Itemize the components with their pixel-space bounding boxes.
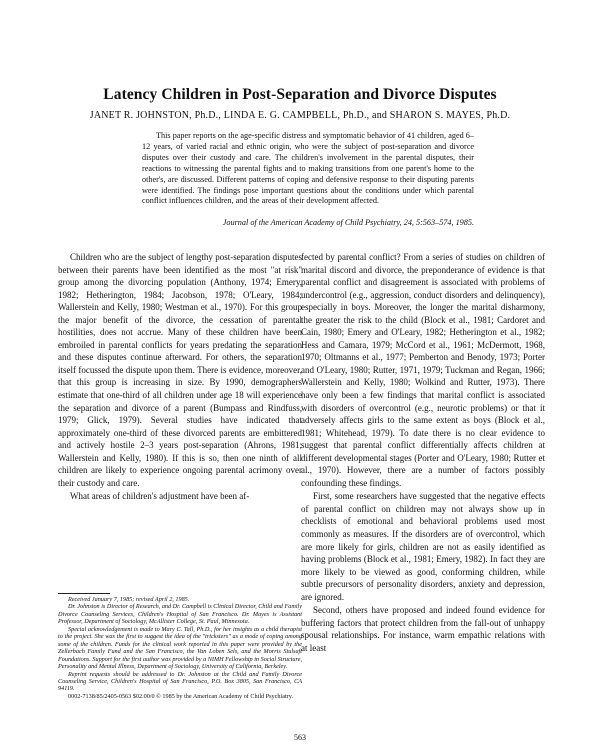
footnote-affiliations: Dr. Johnston is Director of Research, and Dr. Campbell is Clinical Director, Child and Family Divorce Counseling Services, Children's Hospital of San Francisco. Dr. Mayes is Assistant Professor, Department of Sociology, McAllister College, St. Paul, Minnesota. xyxy=(58,603,302,626)
footnotes xyxy=(58,596,302,700)
article-title: Latency Children in Post-Separation and Divorce Disputes xyxy=(103,86,497,103)
body-paragraph: Children who are the subject of lengthy post-separation disputes between their parents have been identified as the most "at risk" group among the divorcing population (Anthony, 1974; Emery, 1982; Hetherington, 1984; Jacobson, 1978; O'Leary, 1984; Wallerstein and Kelly, 1980; Westman et al., 1970). For this group the major benefit of the divorce, the cessation of parental hostilities, does not accrue. Many of these children have been embroiled in parental conflicts for years predating the separation and these disputes continue afterward. For others, the separation itself focussed the dispute upon them. There is evidence, moreover, that this group is increasing in size. By 1990, demographers estimate that one-third of all children under age 18 will experience the separation and divorce of a parent (Bumpass and Rindfuss, 1979; Glick, 1979). Several studies have indicated that approximately one-third of these divorced parents are embittered and actively hostile 2–3 years post-separation (Ahrons, 1981; Wallerstein and Kelly, 1980). If this is so, then one ninth of all children are likely to experience ongoing parental acrimony over their custody and care. xyxy=(58,252,302,488)
footnote-copyright: 0002-7138/85/2405-0563 $02.00/0 © 1985 by the American Academy of Child Psychiatry. xyxy=(68,692,293,700)
footnote-divider xyxy=(58,593,110,594)
body-paragraph: Second, others have proposed and indeed found evidence for buffering factors that protect children from the fall-out of unhappy spousal relationships. For instance, warm empathic relations with at least xyxy=(301,605,545,653)
author-line: JANET R. JOHNSTON, Ph.D., LINDA E. G. CAMPBELL, Ph.D., and SHARON S. MAYES, Ph.D. xyxy=(89,110,511,121)
body-paragraph: First, some researchers have suggested that the negative effects of parental conflict on children may not always show up in checklists of emotional and behavioral problems used most commonly as measures. If the disorders are of overcontrol, which are more likely for girls, children are not as easily identified as having problems (Block et al., 1981; Emery, 1982). In fact they are more likely to be viewed as good, conforming children, while subtle precursors of personality disorders, anxiety and depression, are ignored. xyxy=(301,491,545,602)
page-number: 563 xyxy=(294,733,306,742)
journal-citation: Journal of the American Academy of Child Psychiatry, 24, 5:563–574, 1985. xyxy=(222,218,474,227)
body-column-left xyxy=(58,251,302,503)
abstract xyxy=(142,131,474,207)
body-paragraph: What areas of children's adjustment have been af- xyxy=(70,491,250,502)
footnote-received: Received January 7, 1985; revised April 2, 1985. xyxy=(68,596,190,603)
footnote-reprints: Reprint requests should be addressed to Dr. Johnston at the Child and Family Divorce Counseling Service, Children's Hospital of San Francisco, P.O. Box 3805, San Francisco, CA 94119. xyxy=(58,670,302,693)
footnote-acknowledgement: Special acknowledgement is made to Mary C. Tall, Ph.D., for her insights as a child therapist to the project. She was the first to suggest the idea of the "tricksters" as a mode of coping among some of the children. Funds for the clinical work reported in this paper were provided by the Zellerbach Family Fund and the San Francisco, the Van Loben Sels, and the Morris Stulsaft Foundations. Support for the first author was provided by a NIMH Fellowship in Social Structure, Personality and Mental Illness, Department of Sociology, University of California, Berkeley. xyxy=(58,625,302,671)
body-column-right xyxy=(301,251,545,655)
abstract-text: This paper reports on the age-specific distress and symptomatic behavior of 41 children, aged 6–12 years, of varied racial and ethnic origin, who were the subject of post-separation and divorce disputes over their custody and care. The children's involvement in the parental disputes, their reactions to witnessing the parental fights and to making transitions from one parent's home to the other's, are discussed. Different patterns of coping and defensive response to their disputing parents were identified. The findings pose important questions about the conditions under which parental conflict influences children, and the areas of their development affected. xyxy=(142,131,474,206)
body-paragraph: fected by parental conflict? From a series of studies on children of marital discord and divorce, the preponderance of evidence is that parental conflict and disagreement is associated with problems of undercontrol (e.g., aggression, conduct disorders and delinquency), especially in boys. Moreover, the longer the marital disharmony, the greater the risk to the child (Block et al., 1981; Cardoret and Cain, 1980; Emery and O'Leary, 1982; Hetherington et al., 1982; Hess and Camara, 1979; McCord et al., 1961; McDermott, 1968, 1970; Oltmanns et al., 1977; Pemberton and Benody, 1973; Porter and O'Leary, 1980; Rutter, 1971, 1979; Tuckman and Regan, 1966; Wallerstein and Kelly, 1980; Wolkind and Rutter, 1973). There have only been a few findings that marital conflict is associated with disorders of overcontrol (e.g., neurotic problems) or that it adversely affects girls to the same extent as boys (Block et al., 1981; Whitehead, 1979). To date there is no clear evidence to suggest that parental conflict differentially affects children at different developmental stages (Porter and O'Leary, 1980; Rutter et al., 1970). However, there are a number of factors possibly confounding these findings. xyxy=(301,252,545,488)
